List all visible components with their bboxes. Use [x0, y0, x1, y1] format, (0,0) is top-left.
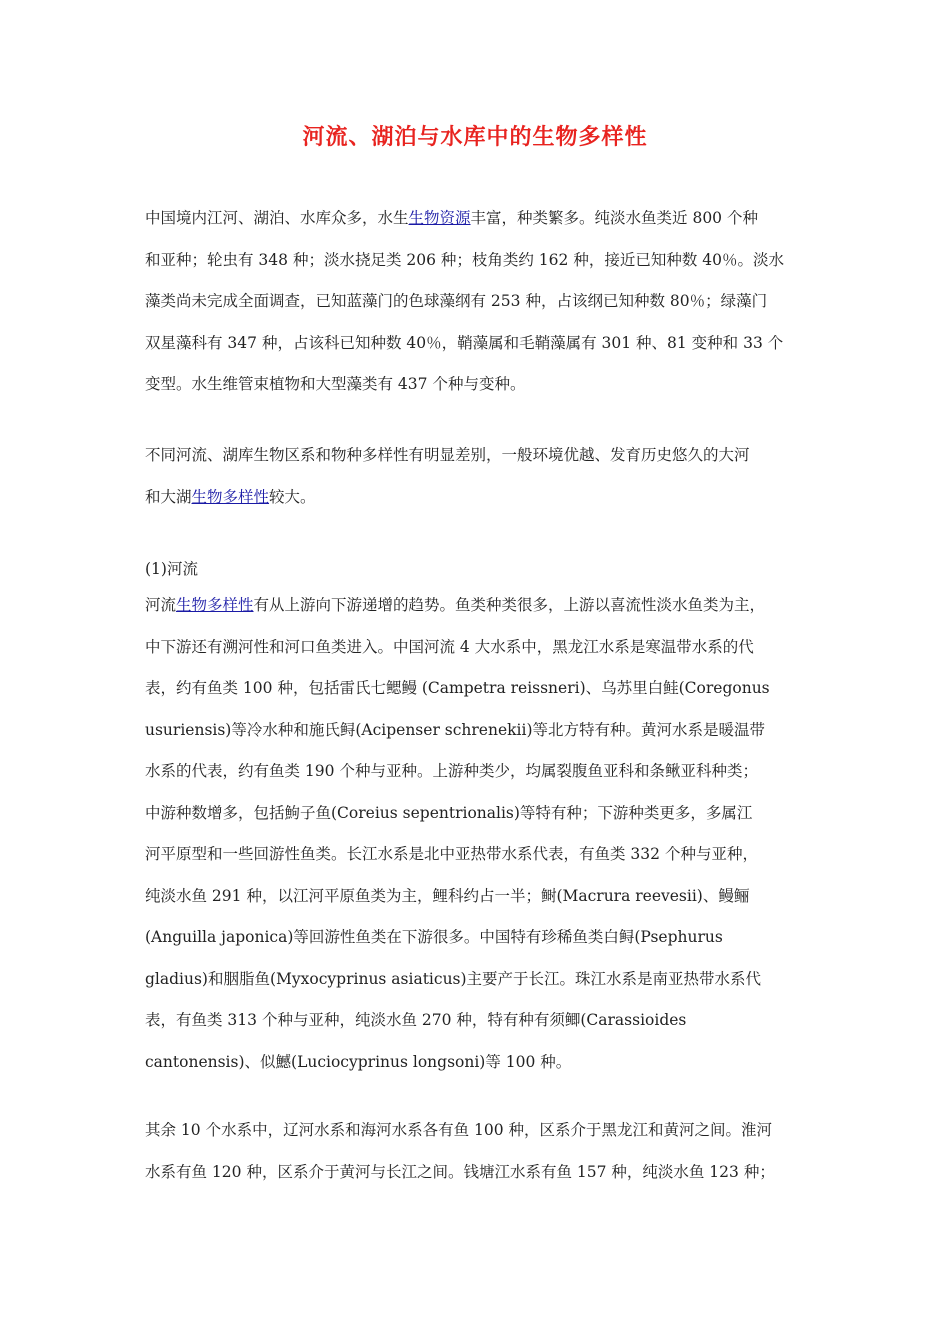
paragraph-line: 中下游还有溯河性和河口鱼类进入。中国河流 4 大水系中，黑龙江水系是寒温带水系的代	[145, 637, 754, 656]
link-biodiversity[interactable]: 生物多样性	[191, 487, 270, 506]
text-run: 和大湖	[145, 487, 192, 506]
paragraph-line: gladius)和胭脂鱼(Myxocyprinus asiaticus)主要产于长江。珠江水系是南亚热带水系代	[145, 969, 762, 988]
paragraph-line: 双星藻科有 347 种，占该科已知种数 40％，鞘藻属和毛鞘藻属有 301 种、81 变种和 33 个	[145, 333, 784, 352]
paragraph-2	[145, 435, 807, 518]
paragraph-line: 变型。水生维管束植物和大型藻类有 437 个种与变种。	[145, 375, 526, 393]
paragraph-line: 表，有鱼类 313 个种与亚种，纯淡水鱼 270 种，特有种有须鲫(Carassioides	[145, 1011, 687, 1029]
paragraph-line: cantonensis)、似鱤(Luciocyprinus longsoni)等 100 种。	[145, 1052, 572, 1071]
paragraph-line: 其余 10 个水系中，辽河水系和海河水系各有鱼 100 种，区系介于黑龙江和黄河之间。淮河	[145, 1121, 773, 1139]
text-run: 中国境内江河、湖泊、水库众多，水生	[145, 209, 409, 227]
text-run: 丰富，种类繁多。纯淡水鱼类近 800 个种	[470, 209, 758, 227]
paragraph-line: (Anguilla japonica)等回游性鱼类在下游很多。中国特有珍稀鱼类白鲟(Psephurus	[145, 928, 723, 946]
paragraph-3	[145, 585, 807, 1083]
text-run: 河流	[145, 596, 177, 614]
paragraph-line	[145, 585, 807, 627]
paragraph-line: 中游种数增多，包括鮈子鱼(Coreius sepentrionalis)等特有种；下游种类更多，多属江	[145, 803, 753, 822]
paragraph-line: 表，约有鱼类 100 种，包括雷氏七鳃鳗 (Campetra reissneri)、乌苏里白鲑(Coregonus	[145, 679, 770, 697]
text-run: 较大。	[269, 487, 316, 506]
paragraph-line: usuriensis)等冷水种和施氏鲟(Acipenser schrenekii)等北方特有种。黄河水系是暖温带	[145, 720, 765, 739]
paragraph-1	[145, 198, 807, 406]
paragraph-line: 纯淡水鱼 291 种，以江河平原鱼类为主，鲤科约占一半；鲥(Macrura reevesii)、鳗鲡	[145, 886, 750, 905]
paragraph-line: 水系的代表，约有鱼类 190 个种与亚种。上游种类少，均属裂腹鱼亚科和条鳅亚科种类；	[145, 762, 758, 780]
paragraph-line: 河平原型和一些回游性鱼类。长江水系是北中亚热带水系代表，有鱼类 332 个种与亚种，	[145, 845, 758, 863]
paragraph-line: 水系有鱼 120 种，区系介于黄河与长江之间。钱塘江水系有鱼 157 种，纯淡水鱼 123 种；	[145, 1162, 775, 1181]
paragraph-line: 不同河流、湖库生物区系和物种多样性有明显差别，一般环境优越、发育历史悠久的大河	[145, 446, 750, 464]
paragraph-line: 藻类尚未完成全面调查，已知蓝藻门的色球藻纲有 253 种，占该纲已知种数 80％；绿藻门	[145, 292, 768, 310]
section-heading-text: (1)河流	[145, 560, 198, 578]
paragraph-line	[145, 477, 807, 519]
link-biodiversity-2[interactable]: 生物多样性	[176, 596, 254, 614]
paragraph-4	[145, 1110, 807, 1193]
link-biological-resources[interactable]: 生物资源	[408, 209, 471, 227]
paragraph-line: 和亚种；轮虫有 348 种；淡水挠足类 206 种；枝角类约 162 种，接近已知种数 40％。淡水	[145, 250, 784, 269]
section-heading-rivers	[145, 553, 807, 585]
text-run: 有从上游向下游递增的趋势。鱼类种类很多，上游以喜流性淡水鱼类为主，	[253, 596, 766, 614]
page-title: 河流、湖泊与水库中的生物多样性	[302, 125, 648, 150]
paragraph-line	[145, 198, 807, 240]
